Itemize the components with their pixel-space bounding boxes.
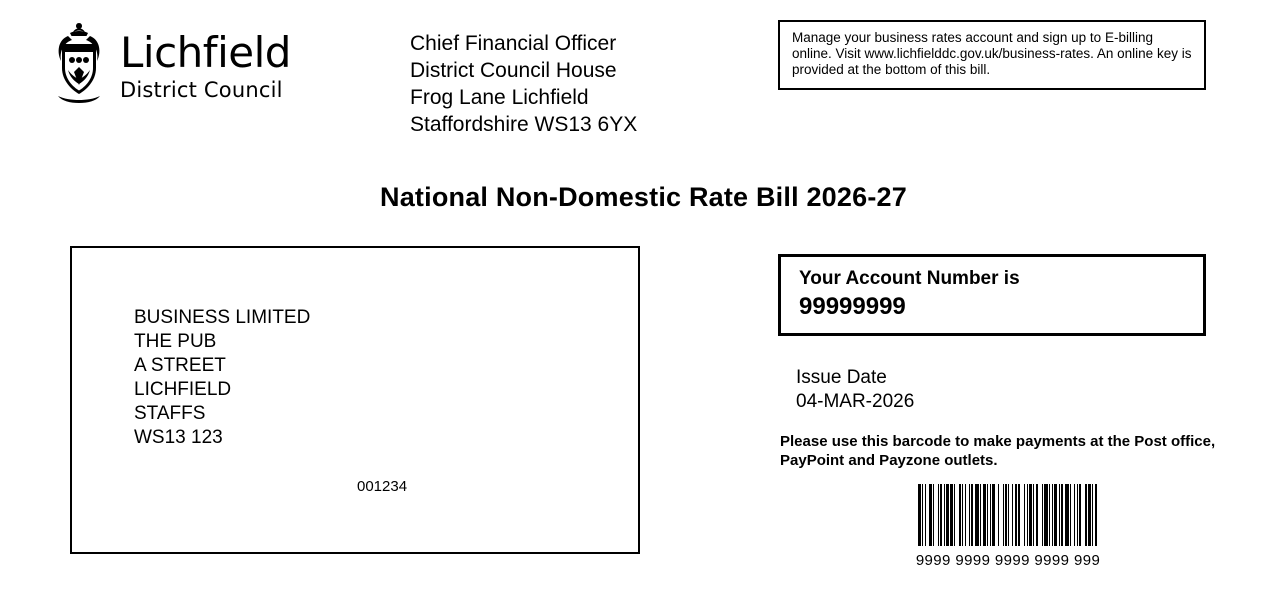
- reference-number: 001234: [357, 478, 408, 495]
- addressee-line: THE PUB: [134, 331, 217, 352]
- addressee-line: A STREET: [134, 355, 226, 376]
- council-address-line: District Council House: [410, 59, 617, 82]
- council-name-sub: District Council: [120, 78, 283, 102]
- issue-date-label: Issue Date: [796, 367, 887, 388]
- ebilling-notice: Manage your business rates account and sign up to E-billing online. Visit www.lichfielddc.gov.uk/business-rates. An online key is provided at the bottom of this bill.: [778, 20, 1206, 90]
- council-address-line: Frog Lane Lichfield: [410, 86, 589, 109]
- addressee-line: BUSINESS LIMITED: [134, 307, 311, 328]
- account-number-box: [778, 254, 1206, 336]
- council-logo-text: [120, 22, 291, 102]
- barcode-digits: 9999 9999 9999 9999 999: [915, 552, 1101, 569]
- council-address: [410, 30, 637, 138]
- page-title: National Non-Domestic Rate Bill 2026-27: [380, 182, 907, 212]
- council-address-line: Chief Financial Officer: [410, 32, 617, 55]
- barcode-instruction: Please use this barcode to make payments at the Post office, PayPoint and Payzone outlets.: [780, 433, 1216, 469]
- addressee-line: WS13 123: [134, 427, 223, 448]
- addressee-line: LICHFIELD: [134, 379, 232, 400]
- payment-barcode: [848, 484, 1168, 546]
- barcode-bar: [1097, 484, 1098, 546]
- document-header: [0, 0, 1287, 160]
- addressee-line: STAFFS: [134, 403, 206, 424]
- council-name: Lichfield: [120, 28, 291, 77]
- addressee-address: [134, 306, 310, 450]
- issue-date-value: 04-MAR-2026: [796, 391, 915, 412]
- issue-date-block: [796, 366, 914, 414]
- council-address-line: Staffordshire WS13 6YX: [410, 113, 638, 136]
- account-number-value: 99999999: [799, 293, 906, 320]
- council-logo: [48, 22, 291, 106]
- barcode-block: [848, 484, 1168, 569]
- coat-of-arms-icon: [48, 22, 110, 106]
- account-number-label: Your Account Number is: [799, 268, 1020, 289]
- addressee-panel: [70, 246, 640, 554]
